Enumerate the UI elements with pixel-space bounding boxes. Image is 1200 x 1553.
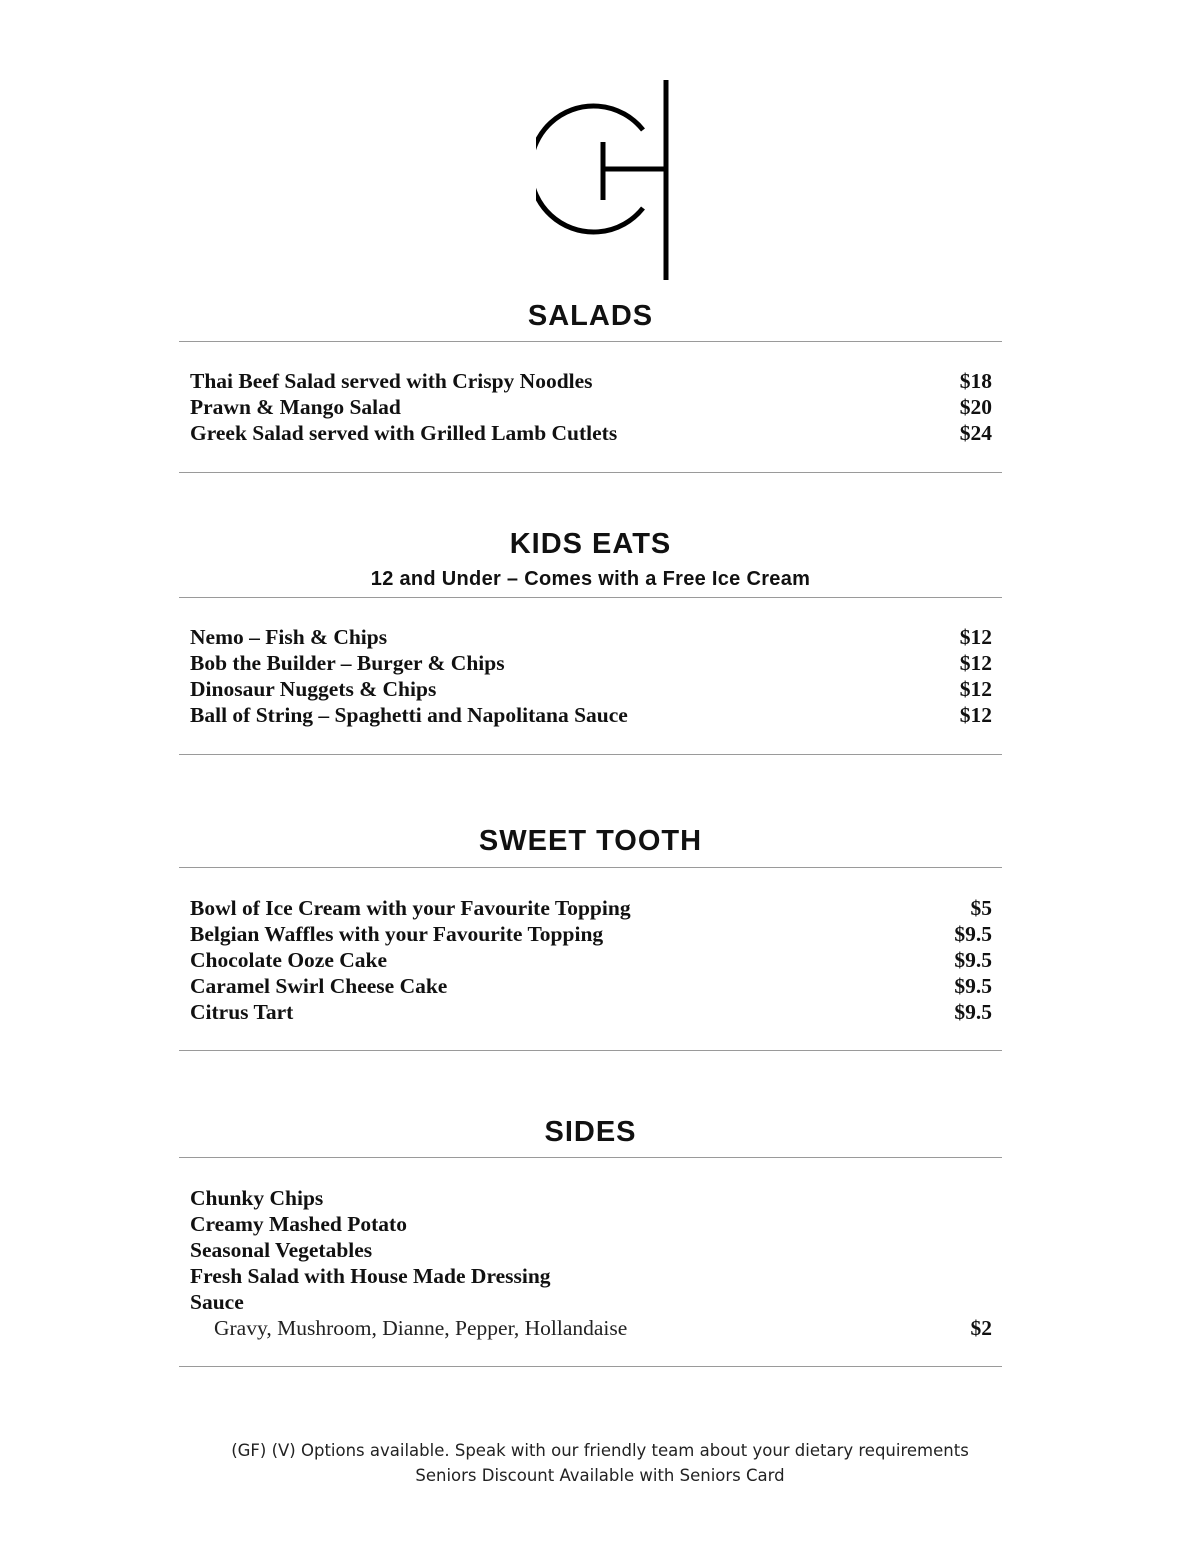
section-title: SALADS — [527, 300, 654, 332]
menu-item — [190, 1211, 992, 1237]
item-price: $9.5 — [954, 1000, 992, 1024]
item-price: $9.5 — [954, 922, 992, 946]
divider — [179, 341, 1002, 342]
item-price: $12 — [959, 625, 992, 649]
divider — [179, 472, 1002, 473]
menu-item — [190, 624, 992, 650]
menu-items — [179, 624, 1002, 728]
menu-item — [190, 1185, 992, 1211]
item-name: Chunky Chips — [190, 1186, 324, 1210]
section-title: SWEET TOOTH — [478, 825, 703, 857]
seniors-note: Seniors Discount Available with Seniors Card — [415, 1466, 785, 1485]
item-name: Bob the Builder – Burger & Chips — [190, 651, 505, 675]
sauce-options: Gravy, Mushroom, Dianne, Pepper, Hollandaise — [214, 1316, 628, 1340]
item-name: Greek Salad served with Grilled Lamb Cutlets — [190, 421, 618, 445]
item-price: $9.5 — [954, 974, 992, 998]
item-price: $18 — [959, 369, 992, 393]
item-name: Dinosaur Nuggets & Chips — [190, 677, 437, 701]
menu-items — [179, 368, 1002, 446]
item-name: Prawn & Mango Salad — [190, 395, 401, 419]
section-title: KIDS EATS — [509, 528, 672, 560]
item-name: Bowl of Ice Cream with your Favourite Topping — [190, 896, 631, 920]
menu-item — [190, 895, 992, 921]
menu-item — [190, 676, 992, 702]
divider — [179, 1157, 1002, 1158]
item-name: Thai Beef Salad served with Crispy Noodles — [190, 369, 593, 393]
menu-item — [190, 702, 992, 728]
sauce-options-row — [190, 1315, 992, 1341]
sides-section — [179, 1115, 1002, 1367]
menu-item — [190, 921, 992, 947]
item-name: Belgian Waffles with your Favourite Topping — [190, 922, 604, 946]
divider — [179, 867, 1002, 868]
item-name: Citrus Tart — [190, 1000, 294, 1024]
item-price: $12 — [959, 651, 992, 675]
menu-item — [190, 420, 992, 446]
item-name: Caramel Swirl Cheese Cake — [190, 974, 448, 998]
sweet-tooth-section — [179, 824, 1002, 1051]
kids-eats-section — [179, 527, 1002, 755]
item-price: $20 — [959, 395, 992, 419]
item-name: Nemo – Fish & Chips — [190, 625, 388, 649]
item-price: $12 — [959, 677, 992, 701]
item-price: $12 — [959, 703, 992, 727]
menu-item — [190, 650, 992, 676]
footer-note — [0, 1438, 1200, 1488]
dietary-note: (GF) (V) Options available. Speak with our friendly team about your dietary requirements — [231, 1441, 969, 1460]
item-price: $2 — [970, 1316, 992, 1340]
salads-section — [179, 299, 1002, 473]
item-price: $9.5 — [954, 948, 992, 972]
item-name: Sauce — [190, 1290, 244, 1314]
item-price: $24 — [959, 421, 992, 445]
item-name: Fresh Salad with House Made Dressing — [190, 1264, 551, 1288]
menu-item — [190, 1289, 992, 1315]
menu-item — [190, 973, 992, 999]
menu-items — [179, 895, 1002, 1025]
menu-item — [190, 394, 992, 420]
menu-items — [179, 1185, 1002, 1341]
menu-item — [190, 368, 992, 394]
divider — [179, 1366, 1002, 1367]
ch-monogram-logo — [536, 78, 672, 282]
menu-item — [190, 947, 992, 973]
divider — [179, 754, 1002, 755]
menu-item — [190, 1263, 992, 1289]
item-name: Ball of String – Spaghetti and Napolitana Sauce — [190, 703, 628, 727]
section-title: SIDES — [544, 1116, 637, 1148]
menu-item — [190, 1237, 992, 1263]
item-price: $5 — [970, 896, 992, 920]
item-name: Seasonal Vegetables — [190, 1238, 373, 1262]
menu-item — [190, 999, 992, 1025]
item-name: Chocolate Ooze Cake — [190, 948, 388, 972]
section-subtitle: 12 and Under – Comes with a Free Ice Cream — [370, 568, 811, 590]
item-name: Creamy Mashed Potato — [190, 1212, 407, 1236]
divider — [179, 597, 1002, 598]
divider — [179, 1050, 1002, 1051]
